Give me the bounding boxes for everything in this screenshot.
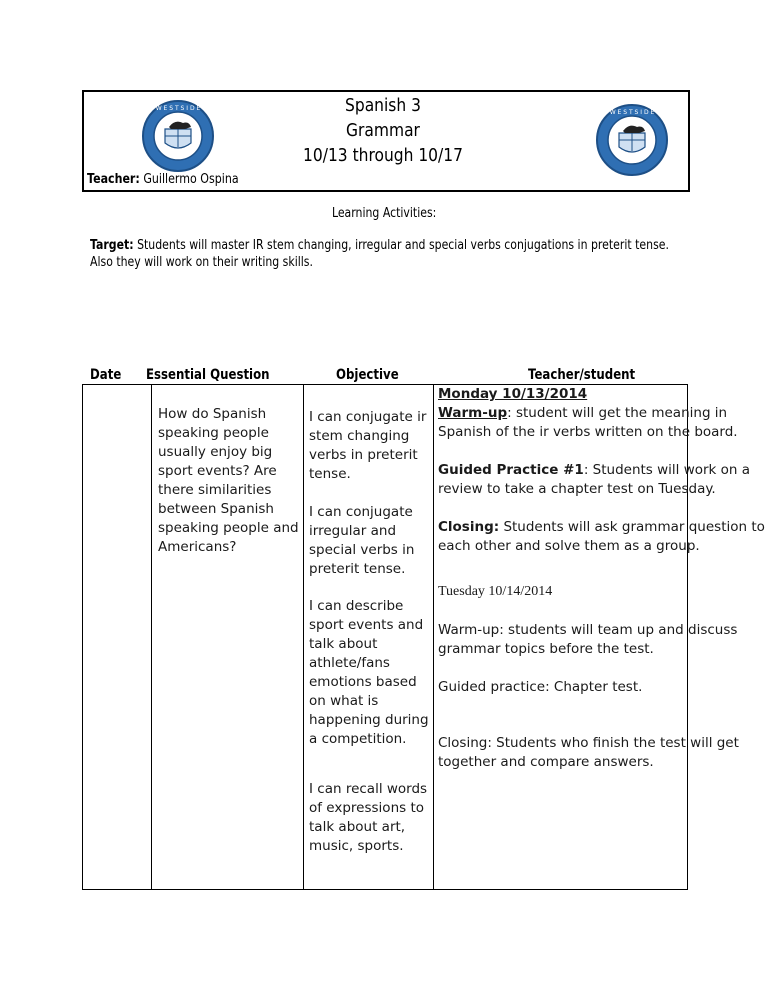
title-line-dates: 10/13 through 10/17	[303, 145, 463, 166]
teacher-name: Guillermo Ospina	[143, 172, 239, 187]
learning-activities-title: Learning Activities:	[331, 206, 437, 221]
school-seal-logo	[141, 99, 215, 173]
title-line-subject: Spanish 3	[345, 95, 421, 116]
column-header-teacher-student: Teacher/student	[528, 367, 636, 383]
target-line-1	[90, 237, 669, 254]
column-header-objective: Objective	[336, 367, 399, 383]
table-bottom-border	[82, 889, 688, 890]
column-header-essential-question: Essential Question	[146, 367, 270, 383]
monday-guided-line-1: Guided Practice #1: Students will work on a	[438, 462, 751, 478]
title-line-topic: Grammar	[346, 120, 420, 141]
monday-warmup-line-2: Spanish of the ir verbs written on the board.	[438, 424, 738, 440]
seal-lettering-right: W E S T S I D E	[609, 109, 655, 116]
monday-closing-line-2: each other and solve them as a group.	[438, 538, 700, 554]
header-box	[82, 90, 690, 192]
table-divider-date	[151, 384, 152, 890]
table-left-border	[82, 384, 83, 890]
monday-guided-line-2: review to take a chapter test on Tuesday.	[438, 481, 716, 497]
target-line-2: Also they will work on their writing skills.	[90, 255, 313, 270]
monday-heading: Monday 10/13/2014	[438, 386, 588, 402]
document-title	[297, 93, 469, 168]
tuesday-guided: Guided practice: Chapter test.	[438, 679, 643, 695]
objective-3: I can describe sport events and talk about athlete/fans emotions based on what is happening during a competition.	[309, 598, 429, 747]
objective-1: I can conjugate ir stem changing verbs in preterit tense.	[309, 409, 427, 482]
teacher-label: Teacher:	[87, 172, 140, 187]
monday-warmup-line-1: Warm-up: student will get the meaning in	[438, 405, 728, 421]
monday-closing-line-1: Closing: Students will ask grammar question to	[438, 519, 765, 535]
objective-2: I can conjugate irregular and special verbs in preterit tense.	[309, 504, 415, 577]
essential-question-cell: How do Spanish speaking people usually enjoy big sport events? Are there similarities between Spanish speaking people and Americans?	[158, 406, 299, 555]
target-statement	[90, 237, 669, 271]
table-divider-question	[303, 384, 304, 890]
table-divider-objective	[433, 384, 434, 890]
school-seal-logo-right	[595, 103, 669, 177]
tuesday-closing: Closing: Students who finish the test will get together and compare answers.	[438, 735, 739, 770]
tuesday-heading: Tuesday 10/14/2014	[438, 584, 553, 599]
teacher-line	[87, 172, 239, 187]
objective-4: I can recall words of expressions to talk about art, music, sports.	[309, 781, 428, 854]
monday-plan	[438, 385, 765, 556]
seal-lettering: W E S T S I D E	[155, 105, 201, 112]
target-text-1: Students will master IR stem changing, irregular and special verbs conjugations in preterit tense.	[137, 238, 669, 253]
tuesday-warmup: Warm-up: students will team up and discuss grammar topics before the test.	[438, 622, 738, 657]
target-label: Target:	[90, 238, 134, 253]
column-header-date: Date	[90, 367, 122, 383]
